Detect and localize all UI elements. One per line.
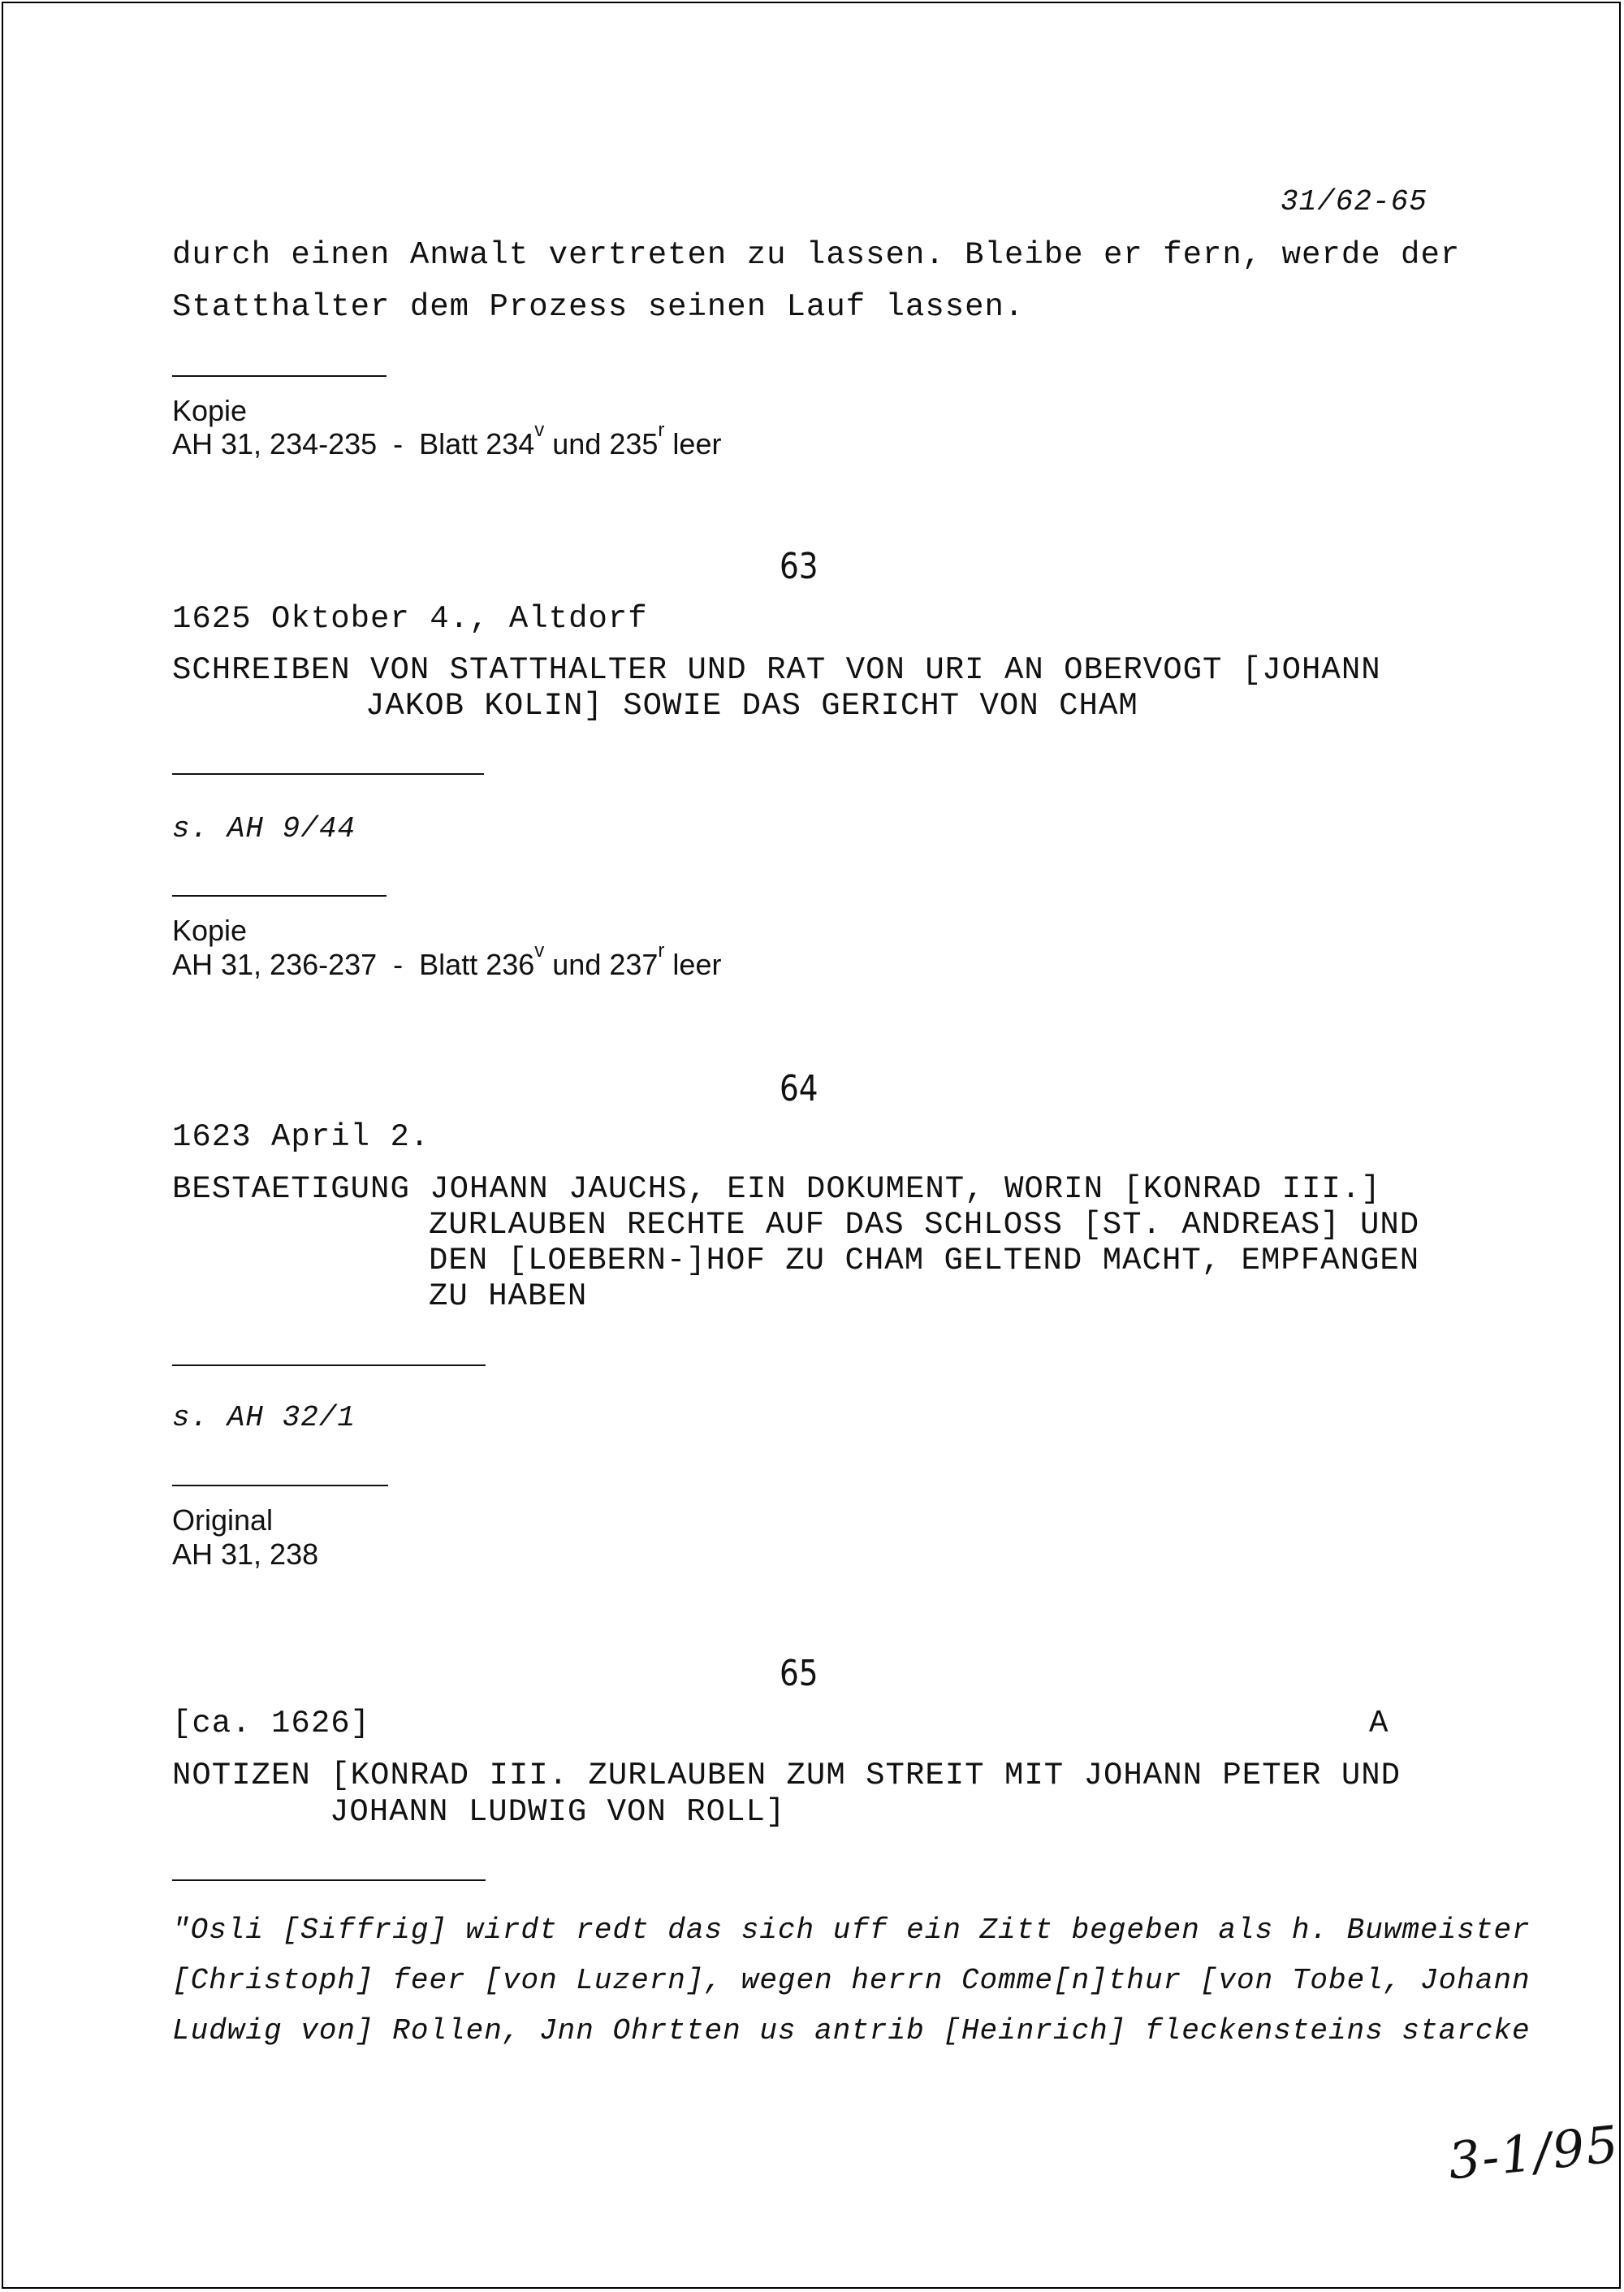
handwritten-page-number: 3-1/95 [1445, 2113, 1623, 2191]
source-type-63: Kopie [172, 914, 248, 947]
source-type-64: Original [172, 1503, 274, 1537]
document-title-64-line2: ZURLAUBEN RECHTE AUF DAS SCHLOSS [ST. ANDREAS] UND [429, 1207, 1420, 1243]
quote-line-3: Ludwig von] Rollen, Jnn Ohrtten us antrib [Heinrich] fleckensteins starcke [172, 2014, 1531, 2048]
quote-line-2: [Christoph] feer [von Luzern], wegen herrn Comme[n]thur [von Tobel, Johann [172, 1964, 1531, 1997]
section-divider [172, 895, 387, 897]
page-reference: 31/62-65 [1281, 185, 1427, 218]
document-number-63: 63 [780, 546, 818, 587]
section-divider [172, 1485, 388, 1486]
section-divider [172, 1879, 486, 1881]
section-divider [172, 1364, 486, 1366]
continuation-line-1: durch einen Anwalt vertreten zu lassen. Bleibe er fern, werde der [172, 237, 1461, 273]
document-number-64: 64 [780, 1068, 818, 1109]
source-ref-62: AH 31, 234-235 - Blatt 234$^v$ und 235$^r$ leer [172, 419, 722, 461]
document-title-63-line1: SCHREIBEN VON STATTHALTER UND RAT VON URI AN OBERVOGT [JOHANN [172, 652, 1381, 688]
document-date-65: [ca. 1626] [172, 1706, 371, 1741]
see-also-63: s. AH 9/44 [172, 812, 356, 845]
section-divider [172, 773, 484, 775]
document-title-64-line4: ZU HABEN [429, 1278, 588, 1314]
document-date-63: 1625 Oktober 4., Altdorf [172, 601, 648, 637]
document-title-65-line1: NOTIZEN [KONRAD III. ZURLAUBEN ZUM STREIT MIT JOHANN PETER UND [172, 1758, 1402, 1793]
document-number-65: 65 [780, 1653, 818, 1694]
source-type-62: Kopie [172, 394, 248, 427]
continuation-line-2: Statthalter dem Prozess seinen Lauf lassen. [172, 289, 1025, 325]
document-date-64: 1623 April 2. [172, 1119, 430, 1155]
document-title-65-line2: JOHANN LUDWIG VON ROLL] [330, 1794, 786, 1830]
source-ref-63: AH 31, 236-237 - Blatt 236$^v$ und 237$^r$ leer [172, 940, 722, 981]
source-ref-64: AH 31, 238 [172, 1537, 319, 1571]
document-title-64-line3: DEN [LOEBERN-]HOF ZU CHAM GELTEND MACHT, EMPFANGEN [429, 1243, 1420, 1278]
document-title-63-line2: JAKOB KOLIN] SOWIE DAS GERICHT VON CHAM [365, 688, 1138, 724]
section-divider [172, 375, 387, 377]
quote-line-1: "Osli [Siffrig] wirdt redt das sich uff ein Zitt begeben als h. Buwmeister [172, 1914, 1531, 1947]
document-marker-65: A [1369, 1706, 1389, 1741]
see-also-64: s. AH 32/1 [172, 1401, 356, 1434]
document-title-64-line1: BESTAETIGUNG JOHANN JAUCHS, EIN DOKUMENT, WORIN [KONRAD III.] [172, 1171, 1381, 1207]
